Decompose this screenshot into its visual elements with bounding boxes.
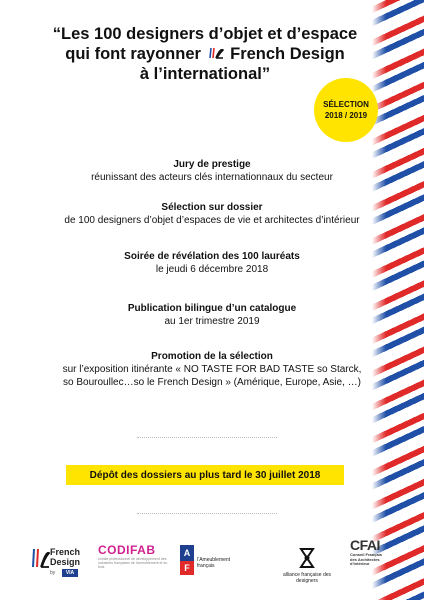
fd-line-1: French (50, 547, 81, 557)
french-design-mark-icon (207, 45, 225, 59)
section-publication (0, 302, 424, 328)
section-title: Soirée de révélation des 100 lauréats (124, 251, 300, 262)
section-title: Publication bilingue d’un catalogue (127, 303, 297, 314)
selection-badge (314, 78, 378, 142)
french-design-logo-icon (30, 547, 50, 571)
section-body: au 1er trimestre 2019 (164, 316, 260, 327)
cfai-logo (350, 537, 390, 585)
cfai-line-3: d’Intérieur (350, 561, 370, 566)
headline-line-3: à l’international” (139, 65, 271, 83)
fd-by: by (50, 570, 56, 576)
section-body: de 100 designers d’objet d’espaces de vie et architectes d’intérieur (64, 215, 360, 226)
codifab-subtitle: comité professionnel de développement des industries françaises de l’ameublement et du bois (98, 557, 168, 569)
afd-logo (272, 545, 342, 583)
dotted-divider (137, 513, 277, 514)
dotted-divider (137, 437, 277, 438)
am-line-2: français (197, 563, 215, 569)
af-flag-top: A (180, 545, 194, 561)
section-title: Promotion de la sélection (151, 351, 273, 362)
cfai-line-2: des Architectes (350, 556, 380, 562)
headline (40, 24, 370, 84)
section-title: Sélection sur dossier (161, 202, 263, 213)
section-body: réunissant des acteurs clés internationnaux du secteur (91, 172, 333, 183)
cfai-mark: CFAI (350, 537, 380, 553)
section-body: le jeudi 6 décembre 2018 (155, 264, 269, 275)
af-flag-icon (180, 545, 194, 575)
section-title: Jury de prestige (173, 159, 251, 170)
fd-line-2: Design (50, 557, 81, 567)
headline-line-1: “Les 100 designers d’objet et d’espace (52, 25, 358, 43)
section-selection (0, 201, 424, 227)
deadline-banner (66, 465, 344, 485)
badge-line-1: SÉLECTION (323, 100, 369, 109)
section-promotion (0, 350, 424, 389)
deadline-text: Dépôt des dossiers au plus tard le 30 juillet 2018 (89, 469, 321, 481)
section-jury (0, 158, 424, 184)
section-body: sur l’exposition itinérante « NO TASTE FOR BAD TASTE so Starck, so Bouroullec…so le French Design » (Amérique, Europe, Asie, …) (62, 364, 362, 388)
partner-logos (0, 535, 424, 585)
ameublement-wordmark (197, 557, 230, 569)
airmail-border-right (372, 0, 424, 600)
cfai-line-1: Conseil Français (350, 552, 383, 557)
codifab-wordmark: CODIFAB (98, 543, 156, 557)
cfai-subtitle (350, 553, 388, 567)
ameublement-francais-logo (180, 545, 250, 583)
french-design-wordmark (50, 547, 80, 567)
headline-line-2 (40, 44, 370, 64)
badge-line-2: 2018 / 2019 (324, 111, 368, 120)
via-badge: VIA (62, 569, 78, 577)
headline-line-2-start: qui font rayonner (65, 45, 201, 63)
afd-wordmark: alliance française des designers (282, 572, 332, 584)
french-design-logo (30, 543, 90, 583)
am-line-1: l’Ameublement (197, 557, 231, 563)
afd-mark-icon (298, 547, 316, 569)
af-flag-bottom: F (180, 561, 194, 575)
codifab-logo (98, 543, 170, 583)
headline-line-2-end: French Design (230, 45, 345, 63)
section-soiree (0, 250, 424, 276)
